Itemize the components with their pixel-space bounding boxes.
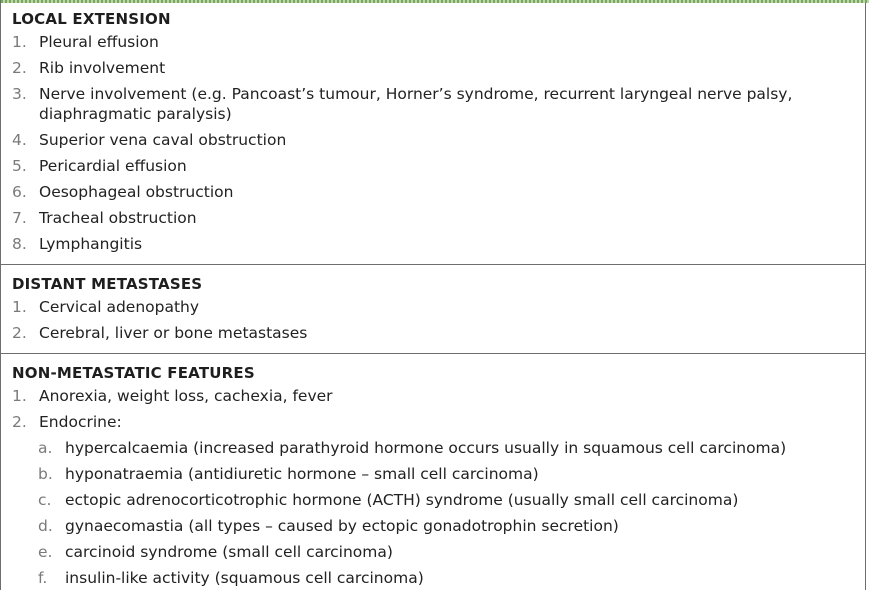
subitem-text: insulin-like activity (squamous cell carcinoma) [65, 569, 424, 587]
list-item [12, 84, 865, 124]
item-text: Superior vena caval obstruction [39, 131, 287, 149]
section-non-metastatic-features [1, 354, 865, 598]
subitem-text: ectopic adrenocorticotrophic hormone (ACTH) syndrome (usually small cell carcinoma) [65, 491, 739, 509]
item-number: 4. [12, 131, 27, 149]
subitem-letter: d. [38, 517, 53, 535]
item-number: 2. [12, 59, 27, 77]
subitem-text: gynaecomastia (all types – caused by ectopic gonadotrophin secretion) [65, 517, 619, 535]
subitem-letter: e. [38, 543, 53, 561]
item-number: 2. [12, 324, 27, 342]
list-item [12, 130, 865, 150]
item-text: Cervical adenopathy [39, 298, 200, 316]
subitem-text: carcinoid syndrome (small cell carcinoma) [65, 543, 393, 561]
sub-list-item [12, 438, 865, 458]
subitem-letter: a. [38, 439, 53, 457]
list-item [12, 58, 865, 78]
item-number: 1. [12, 298, 27, 316]
sub-list-item [12, 490, 865, 510]
list-item [12, 182, 865, 202]
subitem-letter: f. [38, 569, 48, 587]
item-number: 8. [12, 235, 27, 253]
item-text: Cerebral, liver or bone metastases [39, 324, 308, 342]
section-distant-metastases [1, 265, 865, 354]
section-title: DISTANT METASTASES [12, 275, 203, 293]
item-number: 1. [12, 387, 27, 405]
subitem-letter: c. [38, 491, 52, 509]
item-text: Lymphangitis [39, 235, 143, 253]
list-item [12, 234, 865, 254]
item-number: 5. [12, 157, 27, 175]
list-item [12, 386, 865, 406]
sub-list-item [12, 464, 865, 484]
sub-list-item [12, 542, 865, 562]
section-title: NON-METASTATIC FEATURES [12, 364, 255, 382]
item-text: Tracheal obstruction [39, 209, 197, 227]
item-number: 2. [12, 413, 27, 431]
item-number: 7. [12, 209, 27, 227]
item-text: Oesophageal obstruction [39, 183, 234, 201]
item-text: Pleural effusion [39, 33, 159, 51]
subitem-text: hypercalcaemia (increased parathyroid hormone occurs usually in squamous cell carcinoma) [65, 439, 787, 457]
section-title: LOCAL EXTENSION [12, 10, 171, 28]
sub-list-item [12, 568, 865, 588]
list-item [12, 323, 865, 343]
item-text: Nerve involvement (e.g. Pancoast’s tumour, Horner’s syndrome, recurrent laryngeal nerve palsy, diaphragmatic paralysis) [39, 85, 793, 123]
list-item [12, 208, 865, 228]
item-number: 1. [12, 33, 27, 51]
list-item [12, 412, 865, 432]
list-item [12, 156, 865, 176]
sub-list-item [12, 516, 865, 536]
item-number: 3. [12, 85, 27, 103]
section-local-extension [1, 0, 865, 265]
item-text: Pericardial effusion [39, 157, 187, 175]
list-item [12, 32, 865, 52]
list-item [12, 297, 865, 317]
item-text: Rib involvement [39, 59, 166, 77]
item-number: 6. [12, 183, 27, 201]
subitem-letter: b. [38, 465, 53, 483]
top-border-rule [1, 0, 869, 3]
item-text: Endocrine: [39, 413, 122, 431]
subitem-text: hyponatraemia (antidiuretic hormone – small cell carcinoma) [65, 465, 539, 483]
item-text: Anorexia, weight loss, cachexia, fever [39, 387, 333, 405]
